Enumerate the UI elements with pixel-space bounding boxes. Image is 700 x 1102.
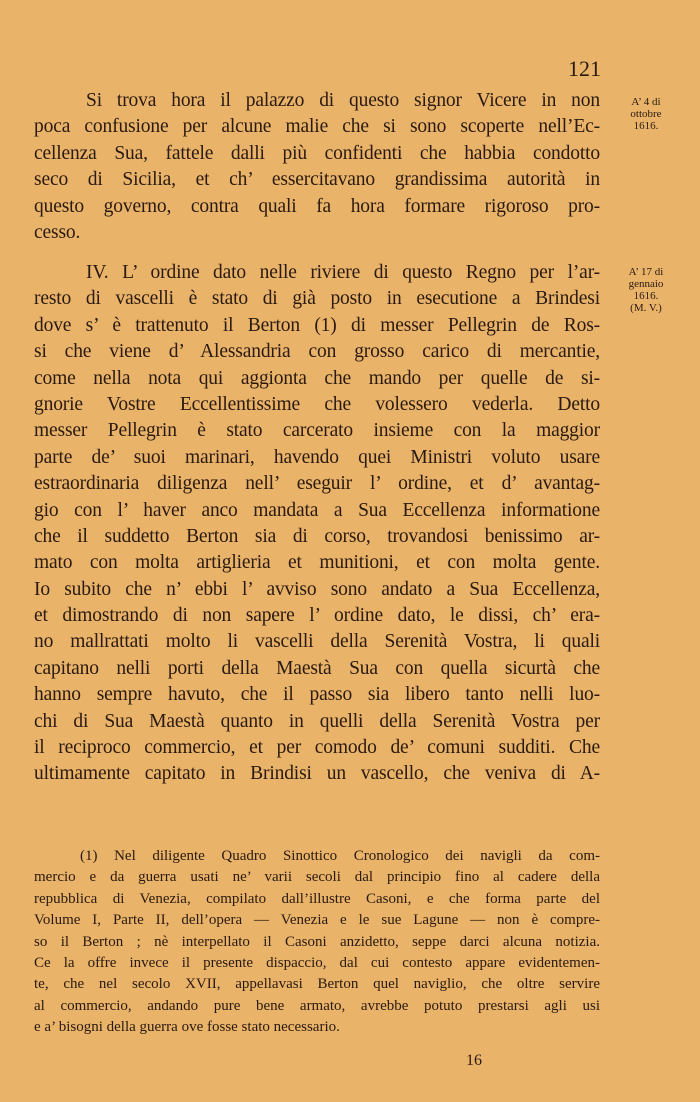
margin-note-line: (M. V.): [630, 302, 662, 314]
text-line: poca confusione per alcune malie che si sono scoperte nell’Ec-: [34, 116, 600, 138]
text-line: parte de’ suoi marinari, havendo quei Ministri voluto usare: [34, 446, 600, 468]
footnote-line: mercio e da guerra usati ne’ varii secoli dal principio fino al cadere della: [34, 869, 600, 886]
footnote-line: te, che nel secolo XVII, appellavasi Berton quel naviglio, che oltre servire: [34, 976, 600, 993]
text-line: ultimamente capitato in Brindisi un vascello, che veniva di A-: [34, 763, 600, 785]
text-line: mato con molta artiglieria et munitioni, et con molta gente.: [34, 552, 600, 574]
footnote-line: Volume I, Parte II, dell’opera — Venezia e le sue Lagune — non è compre-: [34, 912, 600, 929]
text-line: IV. L’ ordine dato nelle riviere di questo Regno per l’ar-: [86, 262, 600, 283]
text-line: no mallrattati molto li vascelli della Serenità Vostra, li quali: [34, 631, 600, 653]
text-line: seco di Sicilia, et ch’ essercitavano grandissima autorità in: [34, 169, 600, 191]
text-line: come nella nota qui aggionta che mando per quelle de si-: [34, 367, 600, 389]
page-number: 121: [568, 56, 601, 81]
margin-note-line: 1616.: [633, 290, 659, 302]
text-line: Si trova hora il palazzo di questo signor Vicere in non: [86, 90, 600, 111]
text-line: gio con l’ haver anco mandata a Sua Eccellenza informatione: [34, 499, 600, 521]
text-line: Io subito che n’ ebbi l’ avviso sono andato a Sua Eccellenza,: [34, 578, 600, 600]
margin-note-line: gennaio: [628, 278, 664, 290]
text-line: il reciproco commercio, et per comodo de’ comuni sudditi. Che: [34, 737, 600, 759]
signature-mark: 16: [466, 1052, 482, 1069]
margin-note-line: ottobre: [630, 108, 662, 120]
footnote-line: Ce la offre invece il presente dispaccio, dal cui contesto appare evidentemen-: [34, 954, 600, 971]
footnote-line: (1) Nel diligente Quadro Sinottico Cronologico dei navigli da com-: [80, 848, 600, 864]
text-line: cesso.: [34, 221, 81, 243]
paragraph-2: [34, 260, 600, 788]
text-line: si che viene d’ Alessandria con grosso carico di mercantie,: [34, 341, 600, 363]
margin-note-line: A’ 17 di: [628, 266, 664, 278]
text-line: questo governo, contra quali fa hora formare rigoroso pro-: [34, 195, 600, 217]
margin-note-date: [612, 96, 680, 132]
footnote-line: so il Berton ; nè interpellato il Casoni anzidetto, seppe darci alcuna notizia.: [34, 933, 600, 950]
footnote-line: repubblica di Venezia, compilato dall’illustre Casoni, e che forma parte del: [34, 890, 600, 907]
footnote-line: al commercio, andando pure bene armato, avrebbe potuto prestarsi agli usi: [34, 997, 600, 1014]
text-line: gnorie Vostre Eccellentissime che volessero vederla. Detto: [34, 393, 600, 415]
text-line: dove s’ è trattenuto il Berton (1) di messer Pellegrin de Ros-: [34, 314, 600, 336]
text-line: capitano nelli porti della Maestà Sua con quella sicurtà che: [34, 657, 600, 679]
text-line: messer Pellegrin è stato carcerato insieme con la maggior: [34, 420, 600, 442]
text-line: cellenza Sua, fattele dalli più confidenti che habbia condotto: [34, 142, 600, 164]
text-line: resto di vascelli è stato di già posto in esecutione a Brindesi: [34, 288, 600, 310]
text-line: hanno sempre havuto, che il passo sia libero tanto nelli luo-: [34, 684, 600, 706]
footnote: [34, 846, 600, 1039]
text-line: estraordinaria diligenza nell’ eseguir l’ ordine, et d’ avantag-: [34, 473, 600, 495]
paragraph-1: [34, 88, 600, 246]
text-line: che il suddetto Berton sia di corso, trovandosi benissimo ar-: [34, 525, 600, 547]
margin-note-date: [612, 266, 680, 314]
text-line: chi di Sua Maestà quanto in quelli della Serenità Vostra per: [34, 710, 600, 732]
footnote-line: e a’ bisogni della guerra ove fosse stato necessario.: [34, 1019, 340, 1036]
margin-note-line: 1616.: [633, 120, 659, 132]
margin-note-line: A’ 4 di: [631, 96, 661, 108]
text-line: et dimostrando di non sapere l’ ordine dato, le dissi, ch’ era-: [34, 605, 600, 627]
